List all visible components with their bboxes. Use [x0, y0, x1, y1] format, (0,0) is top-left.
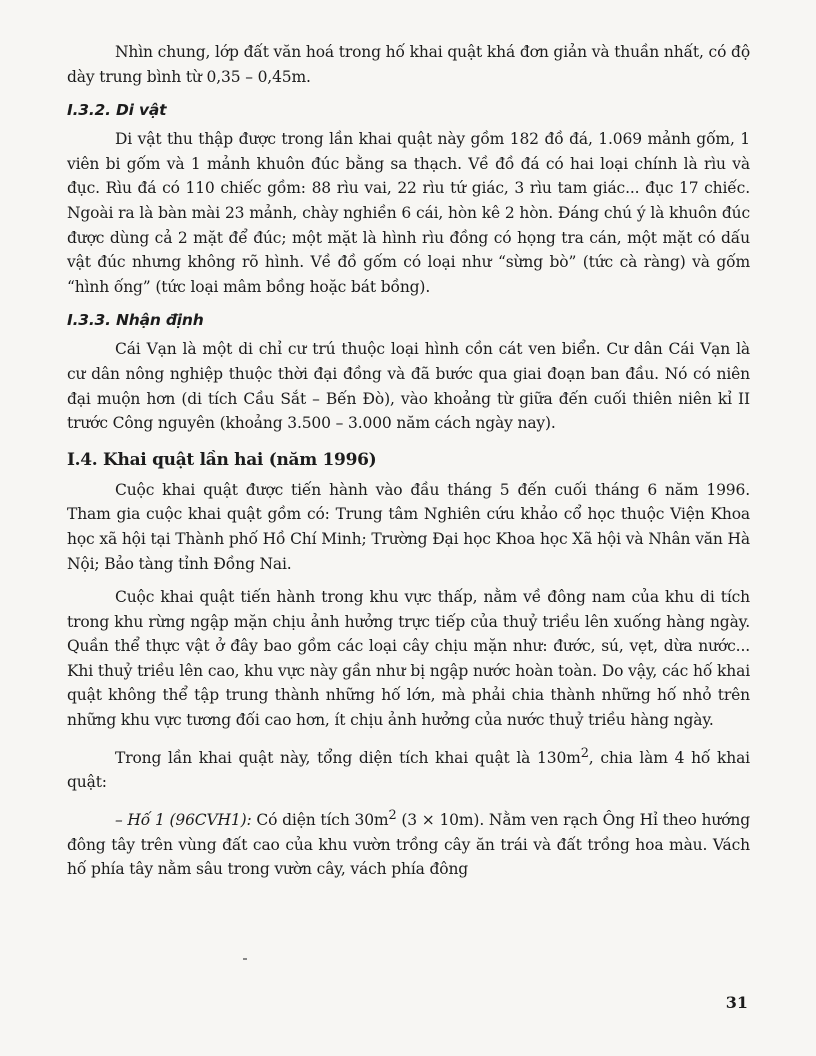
- heading-artifacts: I.3.2. Di vật: [67, 101, 167, 120]
- pit-1-text-end: (3 × 10m). Nằm ven rạch Ông Hỉ theo hướng đông tây trên vùng đất cao của khu vườn trồng cây ăn trái và đất trồng hoa màu. Vách hố phía tây nằm sâu trong vườn cây, vách phía đông: [67, 811, 751, 879]
- document-page: [67, 40, 750, 882]
- paragraph-excavation-total: [67, 742, 750, 795]
- paragraph-excavation-participants: Cuộc khai quật được tiến hành vào đầu tháng 5 đến cuối tháng 6 năm 1996. Tham gia cuộc khai quật gồm có: Trung tâm Nghiên cứu khảo cổ học thuộc Viện Khoa học xã hội tại Thành phố Hồ Chí Minh; Trường Đại học Khoa học Xã hội và Nhân văn Hà Nội; Bảo tàng tỉnh Đồng Nai.: [67, 480, 750, 573]
- paragraph-pit-1: [67, 804, 750, 882]
- total-area-text: Trong lần khai quật này, tổng diện tích khai quật là 130m: [115, 748, 581, 767]
- paragraph-assessment: Cái Vạn là một di chỉ cư trú thuộc loại hình cồn cát ven biển. Cư dân Cái Vạn là cư dân nông nghiệp thuộc thời đại đồng và đã bước qua giai đoạn ban đầu. Nó có niên đại muộn hơn (di tích Cầu Sắt – Bến Đò), vào khoảng từ giữa đến cuối thiên niên kỉ II trước Công nguyên (khoảng 3.500 – 3.000 năm cách ngày nay).: [67, 340, 750, 433]
- scan-speck: [243, 958, 247, 960]
- paragraph-excavation-area: Cuộc khai quật tiến hành trong khu vực thấp, nằm về đông nam của khu di tích trong khu rừng ngập mặn chịu ảnh hưởng trực tiếp của thuỷ triều lên xuống hàng ngày. Quần thể thực vật ở đây bao gồm các loại cây chịu mặn như: đước, sú, vẹt, dừa nước... Khi thuỷ triều lên cao, khu vực này gần như bị ngập nước hoàn toàn. Do vậy, các hố khai quật không thể tập trung thành những hố lớn, mà phải chia thành những hố nhỏ trên những khu vực tương đối cao hơn, ít chịu ảnh hưởng của nước thuỷ triều hàng ngày.: [67, 588, 750, 730]
- paragraph-layer-summary: Nhìn chung, lớp đất văn hoá trong hố khai quật khá đơn giản và thuần nhất, có độ dày trung bình từ 0,35 – 0,45m.: [67, 43, 750, 86]
- pit-1-text: Có diện tích 30m: [251, 811, 389, 830]
- paragraph-artifacts: Di vật thu thập được trong lần khai quật này gồm 182 đồ đá, 1.069 mảnh gốm, 1 viên bi gốm và 1 mảnh khuôn đúc bằng sa thạch. Về đồ đá có hai loại chính là rìu và đục. Rìu đá có 110 chiếc gồm: 88 rìu vai, 22 rìu tứ giác, 3 rìu tam giác... đục 17 chiếc. Ngoài ra là bàn mài 23 mảnh, chày nghiền 6 cái, hòn kê 2 hòn. Đáng chú ý là khuôn đúc được dùng cả 2 mặt để đúc; một mặt là hình rìu đồng có họng tra cán, một mặt có dấu vật đúc nhưng không rõ hình. Về đồ gốm có loại như “sừng bò” (tức cà ràng) và gốm “hình ống” (tức loại mâm bồng hoặc bát bồng).: [67, 130, 750, 296]
- pit-1-label: – Hố 1 (96CVH1):: [115, 811, 252, 830]
- heading-assessment: I.3.3. Nhận định: [67, 311, 204, 330]
- heading-second-excavation: I.4. Khai quật lần hai (năm 1996): [67, 449, 377, 470]
- total-area-text-end: , chia làm 4 hố khai quật:: [67, 748, 750, 792]
- total-area-exponent: 2: [580, 745, 589, 761]
- pit-1-exponent: 2: [388, 808, 397, 823]
- page-number: 31: [725, 993, 748, 1012]
